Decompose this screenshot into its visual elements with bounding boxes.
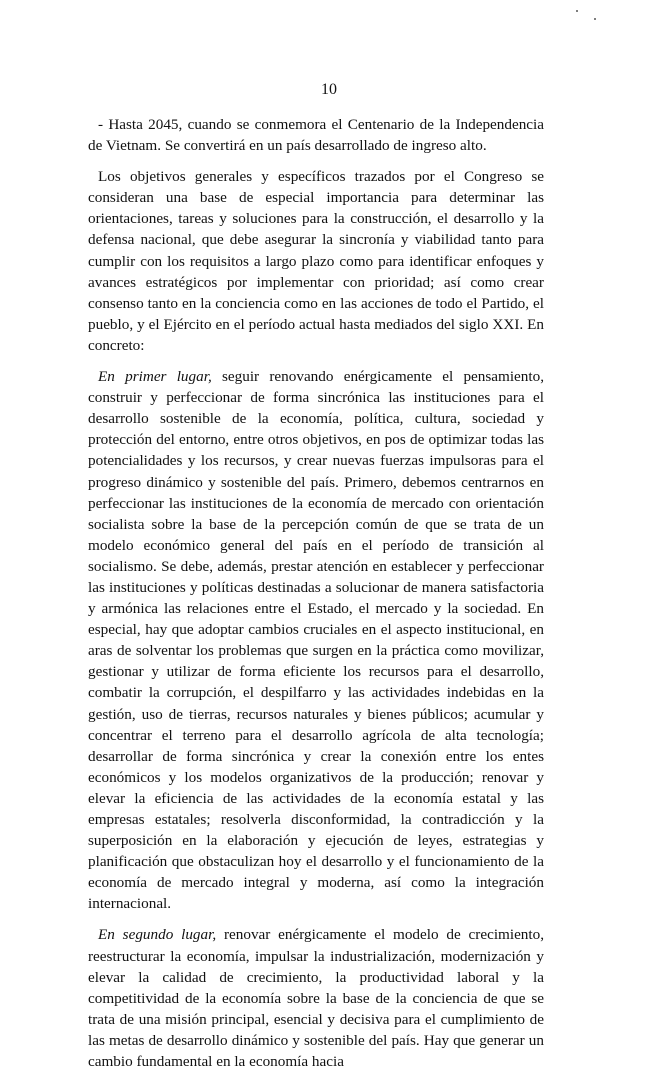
page-number: 10 <box>321 81 337 98</box>
paragraph-text: seguir renovando enérgicamente el pensamiento, construir y perfeccionar de forma sincrónica las instituciones para el desarrollo sostenible de la economía, política, cultura, sociedad y protección del entorno, entre otros objetivos, en pos de optimizar todas las potencialidades y los recursos, y crear nuevas fuerzas impulsoras para el progreso dinámico y sostenible del país. Primero, debemos centrarnos en perfeccionar las instituciones de la economía de mercado con orientación socialista sobre la base de la percepción común de que se trata de un modelo económico general del país en el período de transición al socialismo. Se debe, además, prestar atención en establecer y perfeccionar las instituciones y políticas destinadas a solucionar de manera satisfactoria y armónica las relaciones entre el Estado, el mercado y la sociedad. En especial, hay que adoptar cambios cruciales en el aspecto institucional, en aras de solventar los problemas que surgen en la práctica como movilizar, gestionar y utilizar de forma eficiente los recursos para el desarrollo, combatir la corrupción, el despilfarro y las actividades indebidas en la gestión, uso de tierras, recursos naturales y bienes públicos; acumular y concentrar el terreno para el desarrollo agrícola de alta tecnología; desarrollar de forma sincrónica y crear la conexión entre los entes económicos y los modelos organizativos de la producción; renovar y elevar la eficiencia de las actividades de la economía estatal y las empresas estatales; resolverla disconformidad, la contradicción y la superposición en la elaboración y ejecución de leyes, estrategias y planificación que obstaculizan hoy el desarrollo y el funcionamiento de la economía de mercado integral y moderna, así como la integración internacional. <box>88 368 544 913</box>
paragraph-lead: En segundo lugar, <box>98 926 217 944</box>
paragraph-text: renovar enérgicamente el modelo de crecimiento, reestructurar la economía, impulsar la industrialización, modernización y elevar la calidad de crecimiento, la productividad laboral y la competitividad de la economía sobre la base de la conciencia de que se trata de una misión principal, esencial y decisiva para el cumplimiento de las metas de desarrollo dinámico y sostenible del país. Hay que generar un cambio fundamental en la economía hacia <box>88 926 545 1071</box>
paragraph-primer-lugar <box>88 366 544 914</box>
paragraph-text: Los objetivos generales y específicos trazados por el Congreso se consideran una base de especial importancia para determinar las orientaciones, tareas y soluciones para la construcción, el desarrollo y la defensa nacional, que debe asegurar la sincronía y viabilidad tanto para cumplir con los requisitos a largo plazo como para identificar enfoques y avances estratégicos por implementar con prioridad; así como crear consenso tanto en la conciencia como en las acciones de todo el Partido, el pueblo, y el Ejército en el período actual hasta mediados del siglo XXI. En concreto: <box>88 168 544 354</box>
paragraph-objetivos <box>88 166 544 356</box>
document-body <box>88 114 544 1082</box>
paragraph-segundo-lugar <box>88 924 544 1072</box>
paragraph-text: - Hasta 2045, cuando se conmemora el Centenario de la Independencia de Vietnam. Se convertirá en un país desarrollado de ingreso alto. <box>88 116 544 155</box>
scan-speck <box>594 18 596 20</box>
paragraph-hasta-2045 <box>88 114 544 156</box>
paragraph-lead: En primer lugar, <box>98 368 212 386</box>
scan-speck <box>576 10 578 12</box>
